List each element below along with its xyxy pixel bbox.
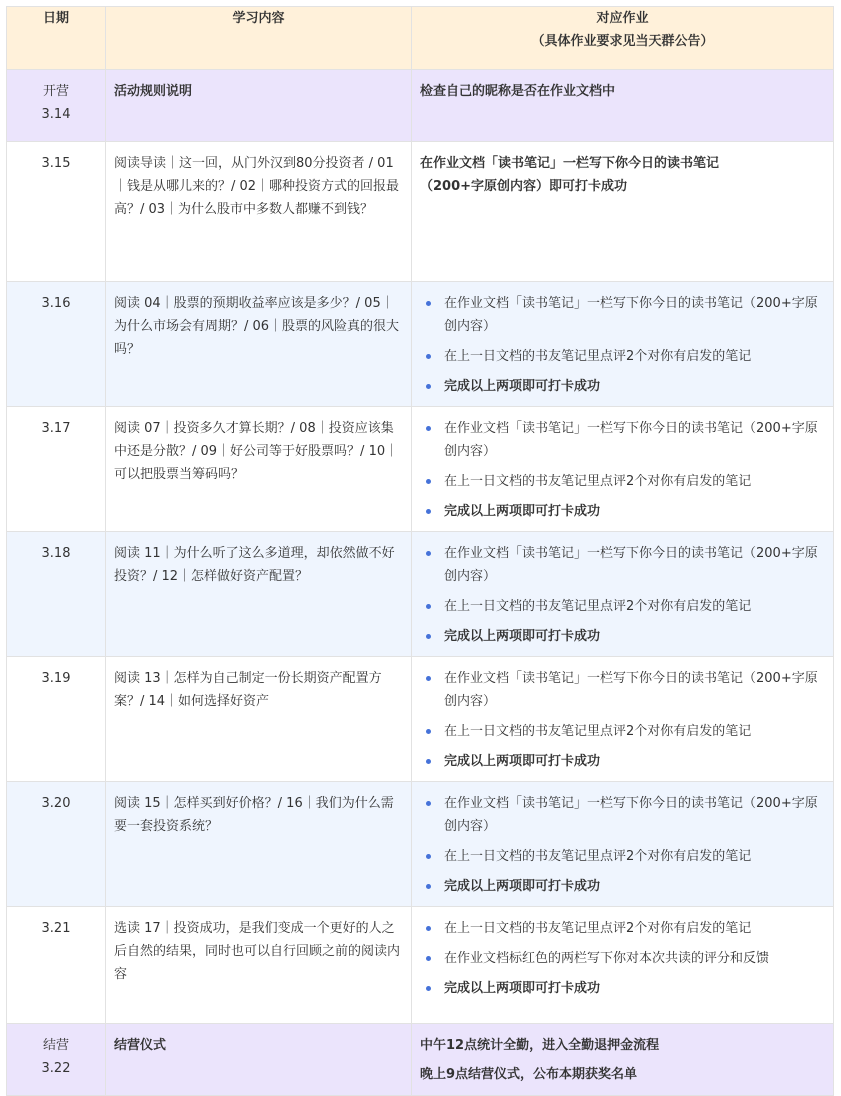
header-date: 日期: [7, 7, 106, 70]
table-row: [7, 532, 834, 657]
header-homework-title: 对应作业: [596, 11, 649, 26]
homework-list: [420, 792, 825, 898]
table-row: [7, 1024, 834, 1096]
table-row: [7, 70, 834, 142]
bullet-icon: [426, 634, 431, 639]
date-cell: 3.21: [7, 907, 106, 1024]
homework-cell: 在作业文档「读书笔记」一栏写下你今日的读书笔记 （200+字原创内容）即可打卡成功: [412, 142, 834, 282]
homework-list: [420, 542, 825, 648]
content-cell: 结营仪式: [106, 1024, 412, 1096]
bullet-icon: [426, 759, 431, 764]
bullet-icon: [426, 426, 431, 431]
bullet-icon: [426, 926, 431, 931]
table-row: [7, 782, 834, 907]
bullet-icon: [426, 801, 431, 806]
content-cell: 阅读 07｜投资多久才算长期？/ 08｜投资应该集中还是分散？/ 09｜好公司等于好股票吗？/ 10｜可以把股票当筹码吗？: [106, 407, 412, 532]
homework-list: [420, 292, 825, 398]
bullet-icon: [426, 884, 431, 889]
homework-cell: [412, 532, 834, 657]
table-row: [7, 142, 834, 282]
bullet-icon: [426, 354, 431, 359]
list-item: 完成以上两项即可打卡成功: [420, 977, 825, 1000]
bullet-icon: [426, 301, 431, 306]
list-item: 完成以上两项即可打卡成功: [420, 375, 825, 398]
date-cell: 3.16: [7, 282, 106, 407]
bullet-icon: [426, 676, 431, 681]
table-row: [7, 907, 834, 1024]
date-cell: 开营 3.14: [7, 70, 106, 142]
list-item: 完成以上两项即可打卡成功: [420, 875, 825, 898]
date-cell: 结营 3.22: [7, 1024, 106, 1096]
bullet-icon: [426, 384, 431, 389]
header-homework-subtitle: （具体作业要求见当天群公告）: [531, 34, 714, 49]
table-row: [7, 657, 834, 782]
bullet-icon: [426, 551, 431, 556]
date-cell: 3.18: [7, 532, 106, 657]
list-item: 在上一日文档的书友笔记里点评2个对你有启发的笔记: [420, 845, 825, 868]
content-cell: 阅读 15｜怎样买到好价格？/ 16｜我们为什么需要一套投资系统？: [106, 782, 412, 907]
content-cell: 活动规则说明: [106, 70, 412, 142]
list-item: 完成以上两项即可打卡成功: [420, 500, 825, 523]
schedule-table: [6, 6, 834, 1096]
homework-list: [420, 417, 825, 523]
date-cell: 3.20: [7, 782, 106, 907]
homework-cell: 检查自己的昵称是否在作业文档中: [412, 70, 834, 142]
homework-cell: [412, 657, 834, 782]
homework-cell: [412, 282, 834, 407]
list-item: 完成以上两项即可打卡成功: [420, 625, 825, 648]
list-item: 在上一日文档的书友笔记里点评2个对你有启发的笔记: [420, 595, 825, 618]
list-item: 在作业文档标红色的两栏写下你对本次共读的评分和反馈: [420, 947, 825, 970]
content-cell: 阅读 04｜股票的预期收益率应该是多少？/ 05｜为什么市场会有周期？/ 06｜股票的风险真的很大吗？: [106, 282, 412, 407]
table-row: [7, 407, 834, 532]
bullet-icon: [426, 509, 431, 514]
date-cell: 3.19: [7, 657, 106, 782]
header-content: 学习内容: [106, 7, 412, 70]
list-item: 在上一日文档的书友笔记里点评2个对你有启发的笔记: [420, 470, 825, 493]
list-item: 在作业文档「读书笔记」一栏写下你今日的读书笔记（200+字原创内容）: [420, 417, 825, 463]
homework-cell: [412, 907, 834, 1024]
table-header-row: [7, 7, 834, 70]
date-cell: 3.17: [7, 407, 106, 532]
homework-list: [420, 917, 825, 1000]
content-cell: 阅读导读｜这一回，从门外汉到80分投资者 / 01｜钱是从哪儿来的？/ 02｜哪种投资方式的回报最高？/ 03｜为什么股市中多数人都赚不到钱？: [106, 142, 412, 282]
list-item: 在作业文档「读书笔记」一栏写下你今日的读书笔记（200+字原创内容）: [420, 542, 825, 588]
bullet-icon: [426, 986, 431, 991]
homework-cell: 中午12点统计全勤，进入全勤退押金流程 晚上9点结营仪式，公布本期获奖名单: [412, 1024, 834, 1096]
list-item: 完成以上两项即可打卡成功: [420, 750, 825, 773]
bullet-icon: [426, 854, 431, 859]
bullet-icon: [426, 479, 431, 484]
list-item: 在作业文档「读书笔记」一栏写下你今日的读书笔记（200+字原创内容）: [420, 667, 825, 713]
list-item: 在上一日文档的书友笔记里点评2个对你有启发的笔记: [420, 345, 825, 368]
homework-cell: [412, 407, 834, 532]
list-item: 在上一日文档的书友笔记里点评2个对你有启发的笔记: [420, 720, 825, 743]
list-item: 在作业文档「读书笔记」一栏写下你今日的读书笔记（200+字原创内容）: [420, 792, 825, 838]
content-cell: 阅读 13｜怎样为自己制定一份长期资产配置方案？/ 14｜如何选择好资产: [106, 657, 412, 782]
bullet-icon: [426, 956, 431, 961]
list-item: 在作业文档「读书笔记」一栏写下你今日的读书笔记（200+字原创内容）: [420, 292, 825, 338]
homework-list: [420, 667, 825, 773]
date-cell: 3.15: [7, 142, 106, 282]
content-cell: 选读 17｜投资成功，是我们变成一个更好的人之后自然的结果，同时也可以自行回顾之前的阅读内容: [106, 907, 412, 1024]
homework-cell: [412, 782, 834, 907]
table-row: [7, 282, 834, 407]
list-item: 在上一日文档的书友笔记里点评2个对你有启发的笔记: [420, 917, 825, 940]
content-cell: 阅读 11｜为什么听了这么多道理，却依然做不好投资？/ 12｜怎样做好资产配置？: [106, 532, 412, 657]
bullet-icon: [426, 604, 431, 609]
header-homework: [412, 7, 834, 70]
bullet-icon: [426, 729, 431, 734]
